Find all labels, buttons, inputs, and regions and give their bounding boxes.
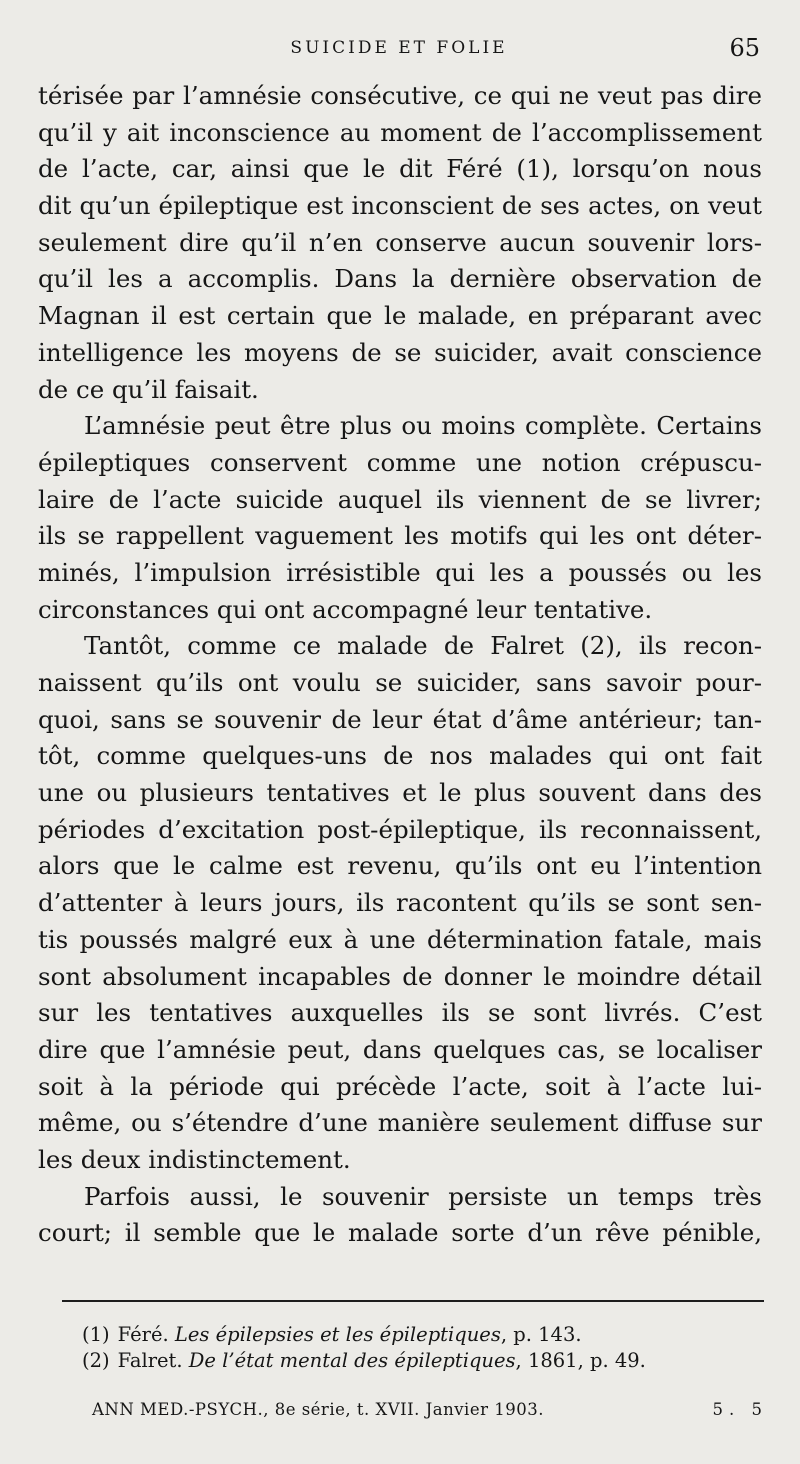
text-line: même, ou s’étendre d’une manière seulement diffuse sur [38, 1108, 762, 1138]
footnote-title: Les épilepsies et les épileptiques [174, 1323, 501, 1346]
text-line: L’amnésie peut être plus ou moins complète. Certains [84, 411, 762, 441]
footnote-number: (1) [82, 1323, 110, 1346]
text-line: alors que le calme est revenu, qu’ils ont eu l’intention [38, 851, 762, 881]
text-line: Tantôt, comme ce malade de Falret (2), ils recon- [84, 631, 762, 661]
text-line: tis poussés malgré eux à une détermination fatale, mais [38, 924, 762, 954]
body-text [38, 78, 762, 1252]
text-line: minés, l’impulsion irrésistible qui les a poussés ou les [38, 557, 762, 587]
text-line: qu’il les a accomplis. Dans la dernière observation de [38, 264, 762, 294]
text-line: court; il semble que le malade sorte d’un rêve pénible, [38, 1218, 762, 1248]
text-line: Parfois aussi, le souvenir persiste un temps très [84, 1181, 762, 1211]
footnote-rest: , p. 143. [500, 1323, 582, 1346]
text-line: quoi, sans se souvenir de leur état d’âme antérieur; tan- [38, 704, 762, 734]
footnote-title: De l’état mental des épileptiques [188, 1349, 516, 1372]
signature-mark: 5. 5 [712, 1400, 768, 1419]
text-line: dit qu’un épileptique est inconscient de ses actes, on veut [38, 191, 762, 221]
text-line: laire de l’acte suicide auquel ils viennent de se livrer; [38, 484, 762, 514]
text-line: périodes d’excitation post-épileptique, ils reconnaissent, [38, 814, 762, 844]
footnotes [82, 1322, 772, 1374]
text-line: térisée par l’amnésie consécutive, ce qui ne veut pas dire [38, 81, 762, 110]
footnote-rule [62, 1300, 764, 1302]
footnote [82, 1322, 772, 1348]
footnote-number: (2) [82, 1349, 110, 1372]
running-title: SUICIDE ET FOLIE [290, 38, 508, 58]
text-line: les deux indistinctement. [38, 1144, 351, 1174]
footnote-rest: , 1861, p. 49. [515, 1349, 646, 1372]
text-line: circonstances qui ont accompagné leur tentative. [38, 594, 653, 624]
journal-reference: ANN MED.-PSYCH., 8e série, t. XVII. Janvier 1903. [92, 1400, 544, 1419]
text-line: d’attenter à leurs jours, ils racontent qu’ils se sont sen- [38, 888, 762, 918]
footnote-author: Falret. [117, 1349, 183, 1372]
text-line: tôt, comme quelques-uns de nos malades qui ont fait [38, 741, 762, 771]
text-line: qu’il y ait inconscience au moment de l’accomplissement [38, 117, 762, 147]
text-line: de ce qu’il faisait. [38, 374, 259, 404]
text-line: intelligence les moyens de se suicider, avait conscience [38, 337, 762, 367]
text-line: seulement dire qu’il n’en conserve aucun souvenir lors- [38, 227, 762, 257]
text-line: dire que l’amnésie peut, dans quelques cas, se localiser [38, 1034, 762, 1064]
text-line: de l’acte, car, ainsi que le dit Féré (1), lorsqu’on nous [38, 154, 762, 184]
text-line: soit à la période qui précède l’acte, soit à l’acte lui- [38, 1071, 762, 1101]
page-header [38, 34, 760, 64]
page-number: 65 [729, 34, 760, 62]
footnote [82, 1348, 772, 1374]
text-line: Magnan il est certain que le malade, en préparant avec [38, 301, 762, 331]
text-line: sur les tentatives auxquelles ils se sont livrés. C’est [38, 998, 762, 1028]
text-line: sont absolument incapables de donner le moindre détail [38, 961, 762, 991]
text-line: ils se rappellent vaguement les motifs qui les ont déter- [38, 521, 762, 551]
footnote-author: Féré. [117, 1323, 169, 1346]
page-footer [92, 1400, 768, 1419]
text-line: naissent qu’ils ont voulu se suicider, sans savoir pour- [38, 668, 762, 697]
text-line: une ou plusieurs tentatives et le plus souvent dans des [38, 778, 762, 808]
text-line: épileptiques conservent comme une notion crépuscu- [38, 447, 762, 477]
